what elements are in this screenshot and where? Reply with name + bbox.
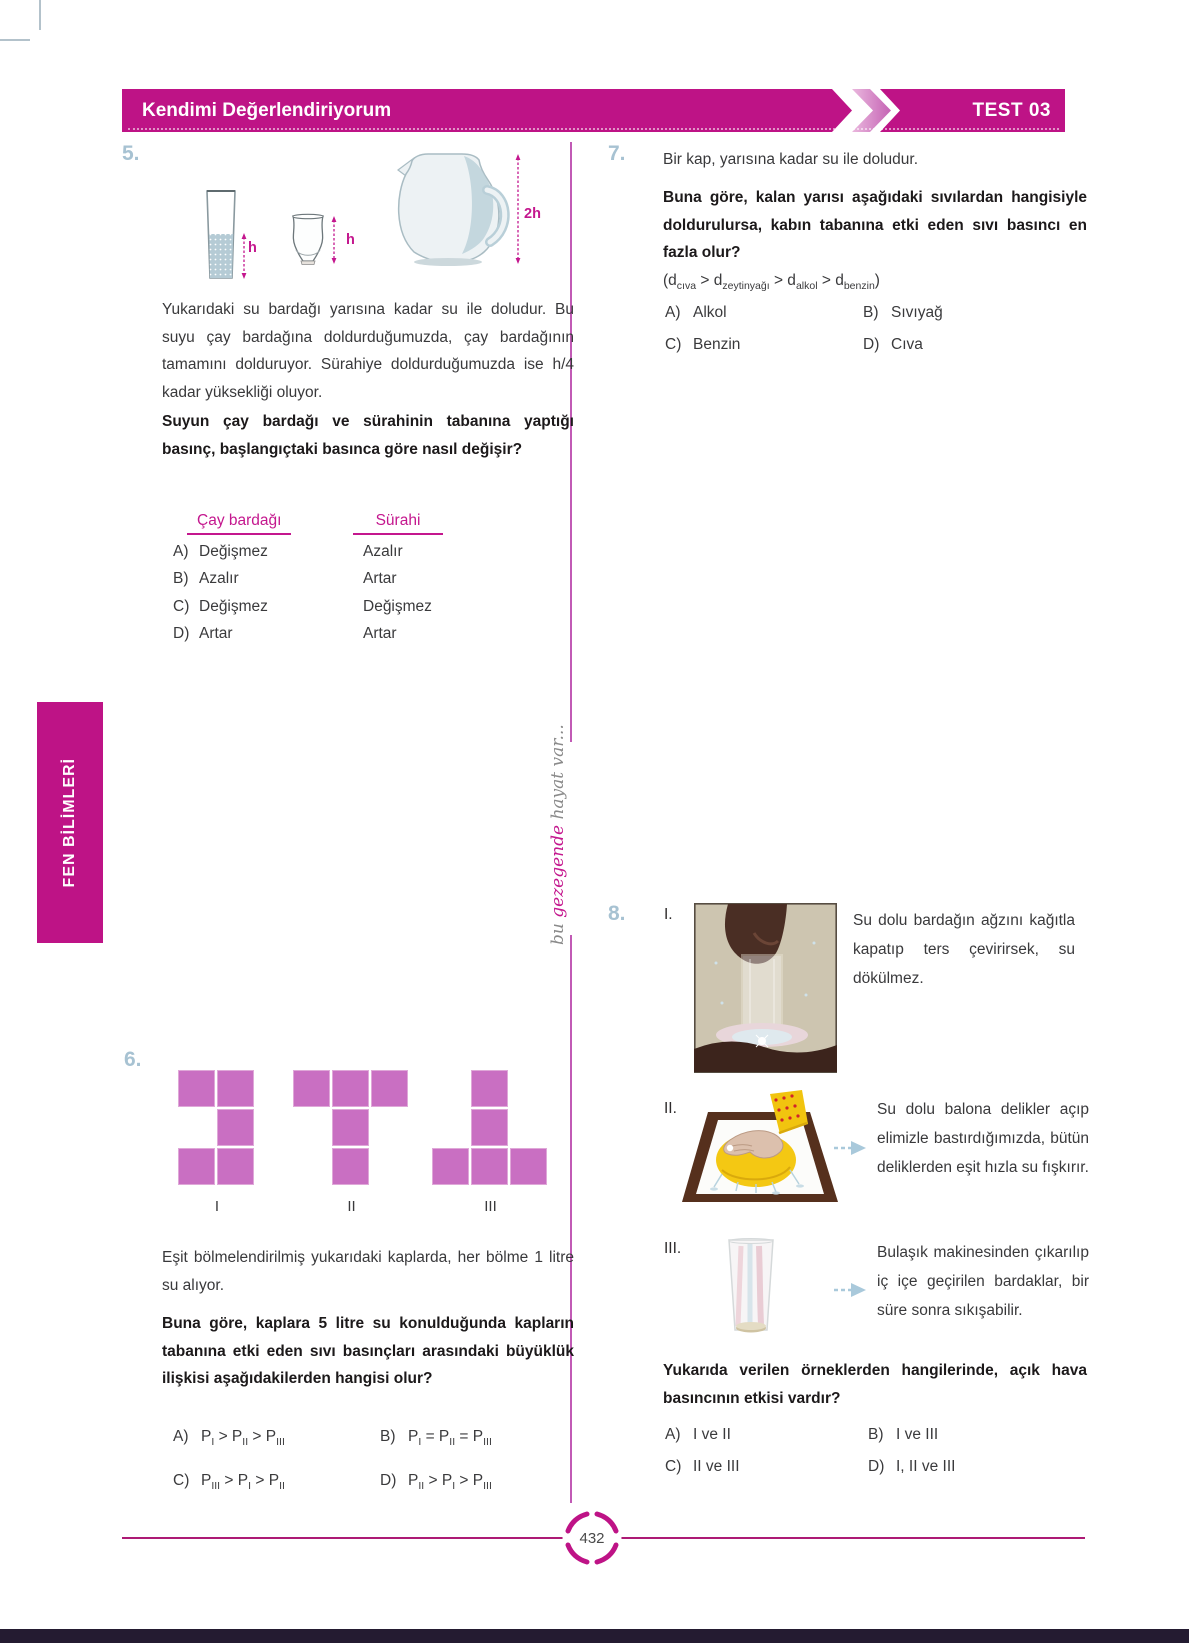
arrow-right-icon [833,1282,867,1298]
arrow-right-icon [833,1140,867,1156]
answer-option-b[interactable]: B) I ve III [868,1426,939,1443]
answer-option-c[interactable]: C) $P_{III} > P_I > P_{II}$ [173,1472,285,1493]
water-glass-figure [204,188,252,282]
answer-option-b[interactable]: B) Azalır Artar [173,570,397,588]
item-1-roman: I. [664,906,673,923]
answer-option-c[interactable]: C) II ve III [665,1458,740,1475]
question-5-paragraph: Yukarıdaki su bardağı yarısına kadar su ile doludur. Bu suyu çay bardağına doldurduğumuzda, çay bardağının tamamını dolduruyor. Sürahiye doldurduğumuzda ise h/4 kadar yüksekliği oluyor. [162,301,574,401]
table-col1-header: Çay bardağı [187,512,291,535]
tea-glass-height-label: h [346,232,355,248]
page-number-diamond [560,1509,624,1567]
sidebar-subject-tab [37,702,103,943]
answer-option-b[interactable]: B) Sıvıyağ [863,304,943,321]
header-bar [122,89,1065,132]
jug-height-label: 2h [524,206,541,222]
answer-option-d[interactable]: D) I, II ve III [868,1458,956,1475]
answer-option-b[interactable]: B) $P_I = P_{II} = P_{III}$ [380,1428,492,1449]
density-relation-formula: $(d_{cıva} > d_{zeytinyağı} > d_{alkol} > d_{benzin})$ [663,272,880,293]
illustration-balloon-tray [678,1090,840,1215]
item-1-text: Su dolu bardağın ağzını kağıtla kapatıp ters çevirirsek, su dökülmez. [853,912,1075,987]
item-3-text: Bulaşık makinesinden çıkarılıp iç içe geçirilen bardaklar, bir süre sonra sıkışabilir. [877,1244,1089,1319]
crop-mark-horizontal [0,39,30,41]
question-6-number: 6. [124,1048,142,1071]
chevron-decoration-icon [822,89,932,132]
question-8-number: 8. [608,902,626,925]
crop-mark-vertical [39,0,41,30]
question-7-question: Buna göre, kalan yarısı aşağıdaki sıvılardan hangisiyle doldurulursa, kabın tabanına etki eden sıvı basıncı en fazla olur? [663,189,1087,261]
shape-1-label: I [214,1198,220,1215]
table-col2-header: Sürahi [353,512,443,535]
answer-option-a[interactable]: A) Değişmez Azalır [173,543,403,560]
shape-2-label: II [347,1198,356,1215]
shape-3-label: III [484,1198,497,1215]
jug-figure [384,150,534,270]
question-8-question: Yukarıda verilen örneklerden hangilerinde, açık hava basıncının etkisi vardır? [663,1362,1087,1407]
footer-band [0,1629,1189,1643]
question-7-number: 7. [608,142,626,165]
glass-height-label: h [248,240,257,256]
answer-option-a[interactable]: A) $P_I > P_{II} > P_{III}$ [173,1428,285,1449]
question-5-answer-table [165,512,545,652]
question-5-number: 5. [122,142,140,165]
question-7-intro: Bir kap, yarısına kadar su ile doludur. [663,151,919,168]
question-5-figure [160,148,575,296]
page-title: Kendimi Değerlendiriyorum [142,100,392,121]
container-shape-3 [432,1070,549,1187]
answer-option-d[interactable]: D) $P_{II} > P_I > P_{III}$ [380,1472,492,1493]
photo-inverted-glass-experiment [694,903,837,1073]
answer-option-c[interactable]: C) Benzin [665,336,741,353]
photo-nested-glasses [726,1236,776,1338]
answer-option-a[interactable]: A) I ve II [665,1426,731,1443]
tea-glass-figure [290,212,342,268]
question-6-paragraph: Eşit bölmelendirilmiş yukarıdaki kaplarda, her bölme 1 litre su alıyor. [162,1249,574,1294]
container-shape-1 [178,1070,256,1187]
answer-option-d[interactable]: D) Artar Artar [173,624,397,642]
item-2-roman: II. [664,1100,677,1117]
question-5-question: Suyun çay bardağı ve sürahinin tabanına yaptığı basınç, başlangıçtaki basınca göre nasıl değişir? [162,413,574,458]
item-2-text: Su dolu balona delikler açıp elimizle bastırdığımızda, bütün deliklerden eşit hızla su fışkırır. [877,1101,1089,1176]
item-3-roman: III. [664,1240,682,1257]
page-number: 432 [579,1529,605,1547]
watermark-script-text: bu gezegende hayat var... [548,724,568,945]
answer-option-c[interactable]: C) Değişmez Değişmez [173,597,432,615]
answer-option-a[interactable]: A) Alkol [665,304,727,321]
sidebar-subject-label: FEN BİLİMLERİ [61,757,78,888]
test-number-label: TEST 03 [972,100,1051,121]
question-6-question: Buna göre, kaplara 5 litre su konulduğunda kapların tabanına etki eden sıvı basınçları arasındaki büyüklük ilişkisi aşağıdakilerden hangisi olur? [162,1315,574,1387]
question-6-figure [163,1068,575,1220]
container-shape-2 [293,1070,410,1187]
answer-option-d[interactable]: D) Cıva [863,336,923,353]
